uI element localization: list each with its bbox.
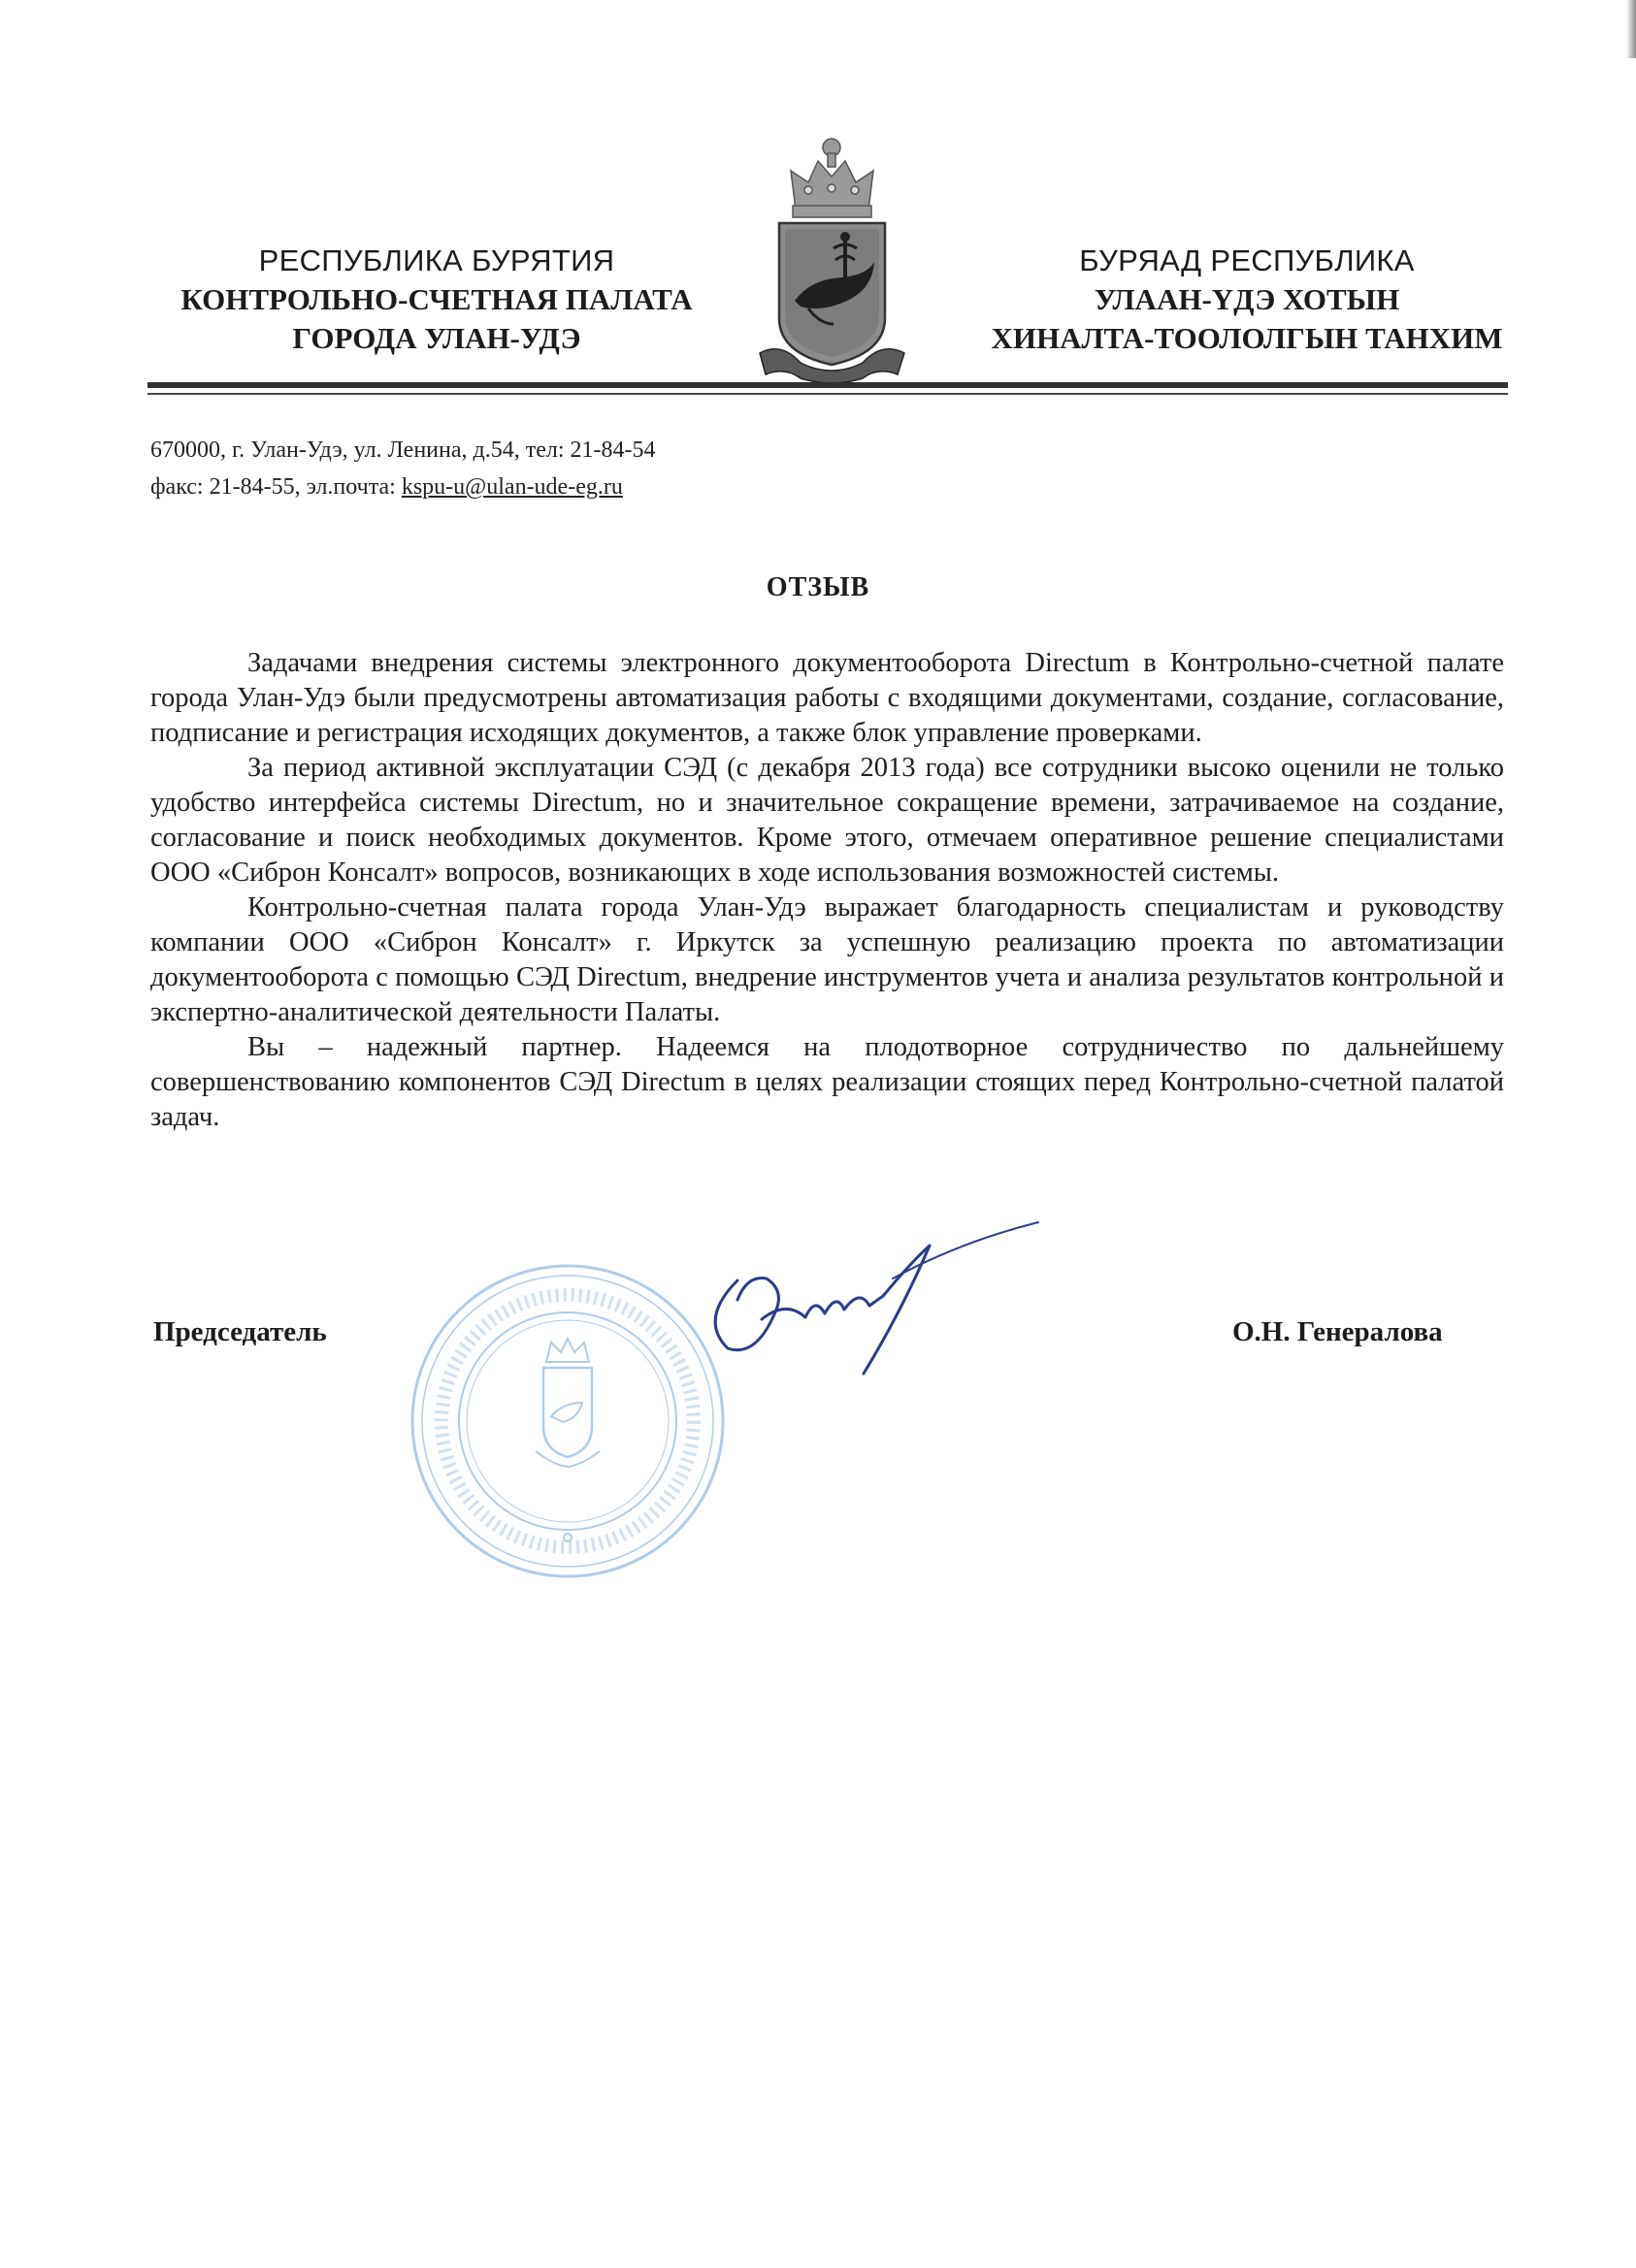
contacts-fax: факс: 21-84-55, эл.почта: <box>150 474 402 500</box>
document-body <box>150 646 1504 1135</box>
header-left-line2: КОНТРОЛЬНО-СЧЕТНАЯ ПАЛАТА <box>180 282 693 316</box>
contacts-fax-email <box>150 469 623 505</box>
handwritten-signature <box>670 1203 1048 1377</box>
contacts-address: 670000, г. Улан-Удэ, ул. Ленина, д.54, тел: 21-84-54 <box>150 437 656 463</box>
paragraph: За период активной эксплуатации СЭД (с декабря 2013 года) все сотрудники высоко оценили не только удобство интерфейса системы Directum, но и значительное сокращение времени, затрачиваемое на создание, согласование и поиск необходимых документов. Кроме этого, отмечаем оперативное решение специалистами ООО «Сиброн Консалт» вопросов, возникающих в ходе использования возможностей системы. <box>150 753 1504 888</box>
header-left-line1: РЕСПУБЛИКА БУРЯТИЯ <box>258 243 615 277</box>
header-right-line1: БУРЯАД РЕСПУБЛИКА <box>1079 243 1415 277</box>
header-left <box>146 242 728 358</box>
coat-of-arms-emblem <box>752 134 912 386</box>
header-divider-thin <box>147 393 1508 395</box>
header-divider-thick <box>147 382 1508 388</box>
header-right-line3: ХИНАЛТА-ТООЛОЛГЫН ТАНХИМ <box>991 321 1503 355</box>
paragraph: Вы – надежный партнер. Надеемся на плодотворное сотрудничество по дальнейшему совершенствованию компонентов СЭД Directum в целях реализации стоящих перед Контрольно-счетной палатой задач. <box>150 1032 1504 1132</box>
header-left-line3: ГОРОДА УЛАН-УДЭ <box>292 321 581 355</box>
signatory-title: Председатель <box>153 1316 327 1347</box>
signatory-name: О.Н. Генералова <box>1232 1316 1443 1347</box>
email-link[interactable]: kspu-u@ulan-ude-eg.ru <box>401 474 623 500</box>
paragraph: Задачами внедрения системы электронного документооборота Directum в Контрольно-счетной палате города Улан-Удэ были предусмотрены автоматизация работы с входящими документами, создание, согласование, подписание и регистрация исходящих документов, а также блок управление проверками. <box>150 648 1504 748</box>
scan-edge-shadow <box>1626 0 1636 58</box>
document-title: ОТЗЫВ <box>766 572 870 602</box>
header-right-line2: УЛААН-ҮДЭ ХОТЫН <box>1094 282 1400 316</box>
header-right <box>941 242 1553 358</box>
paragraph: Контрольно-счетная палата города Улан-Удэ выражает благодарность специалистам и руководству компании ООО «Сиброн Консалт» г. Иркутск за успешную реализацию проекта по автоматизации документооборота с помощью СЭД Directum, внедрение инструментов учета и анализа результатов контрольной и экспертно-аналитической деятельности Палаты. <box>150 892 1504 1027</box>
